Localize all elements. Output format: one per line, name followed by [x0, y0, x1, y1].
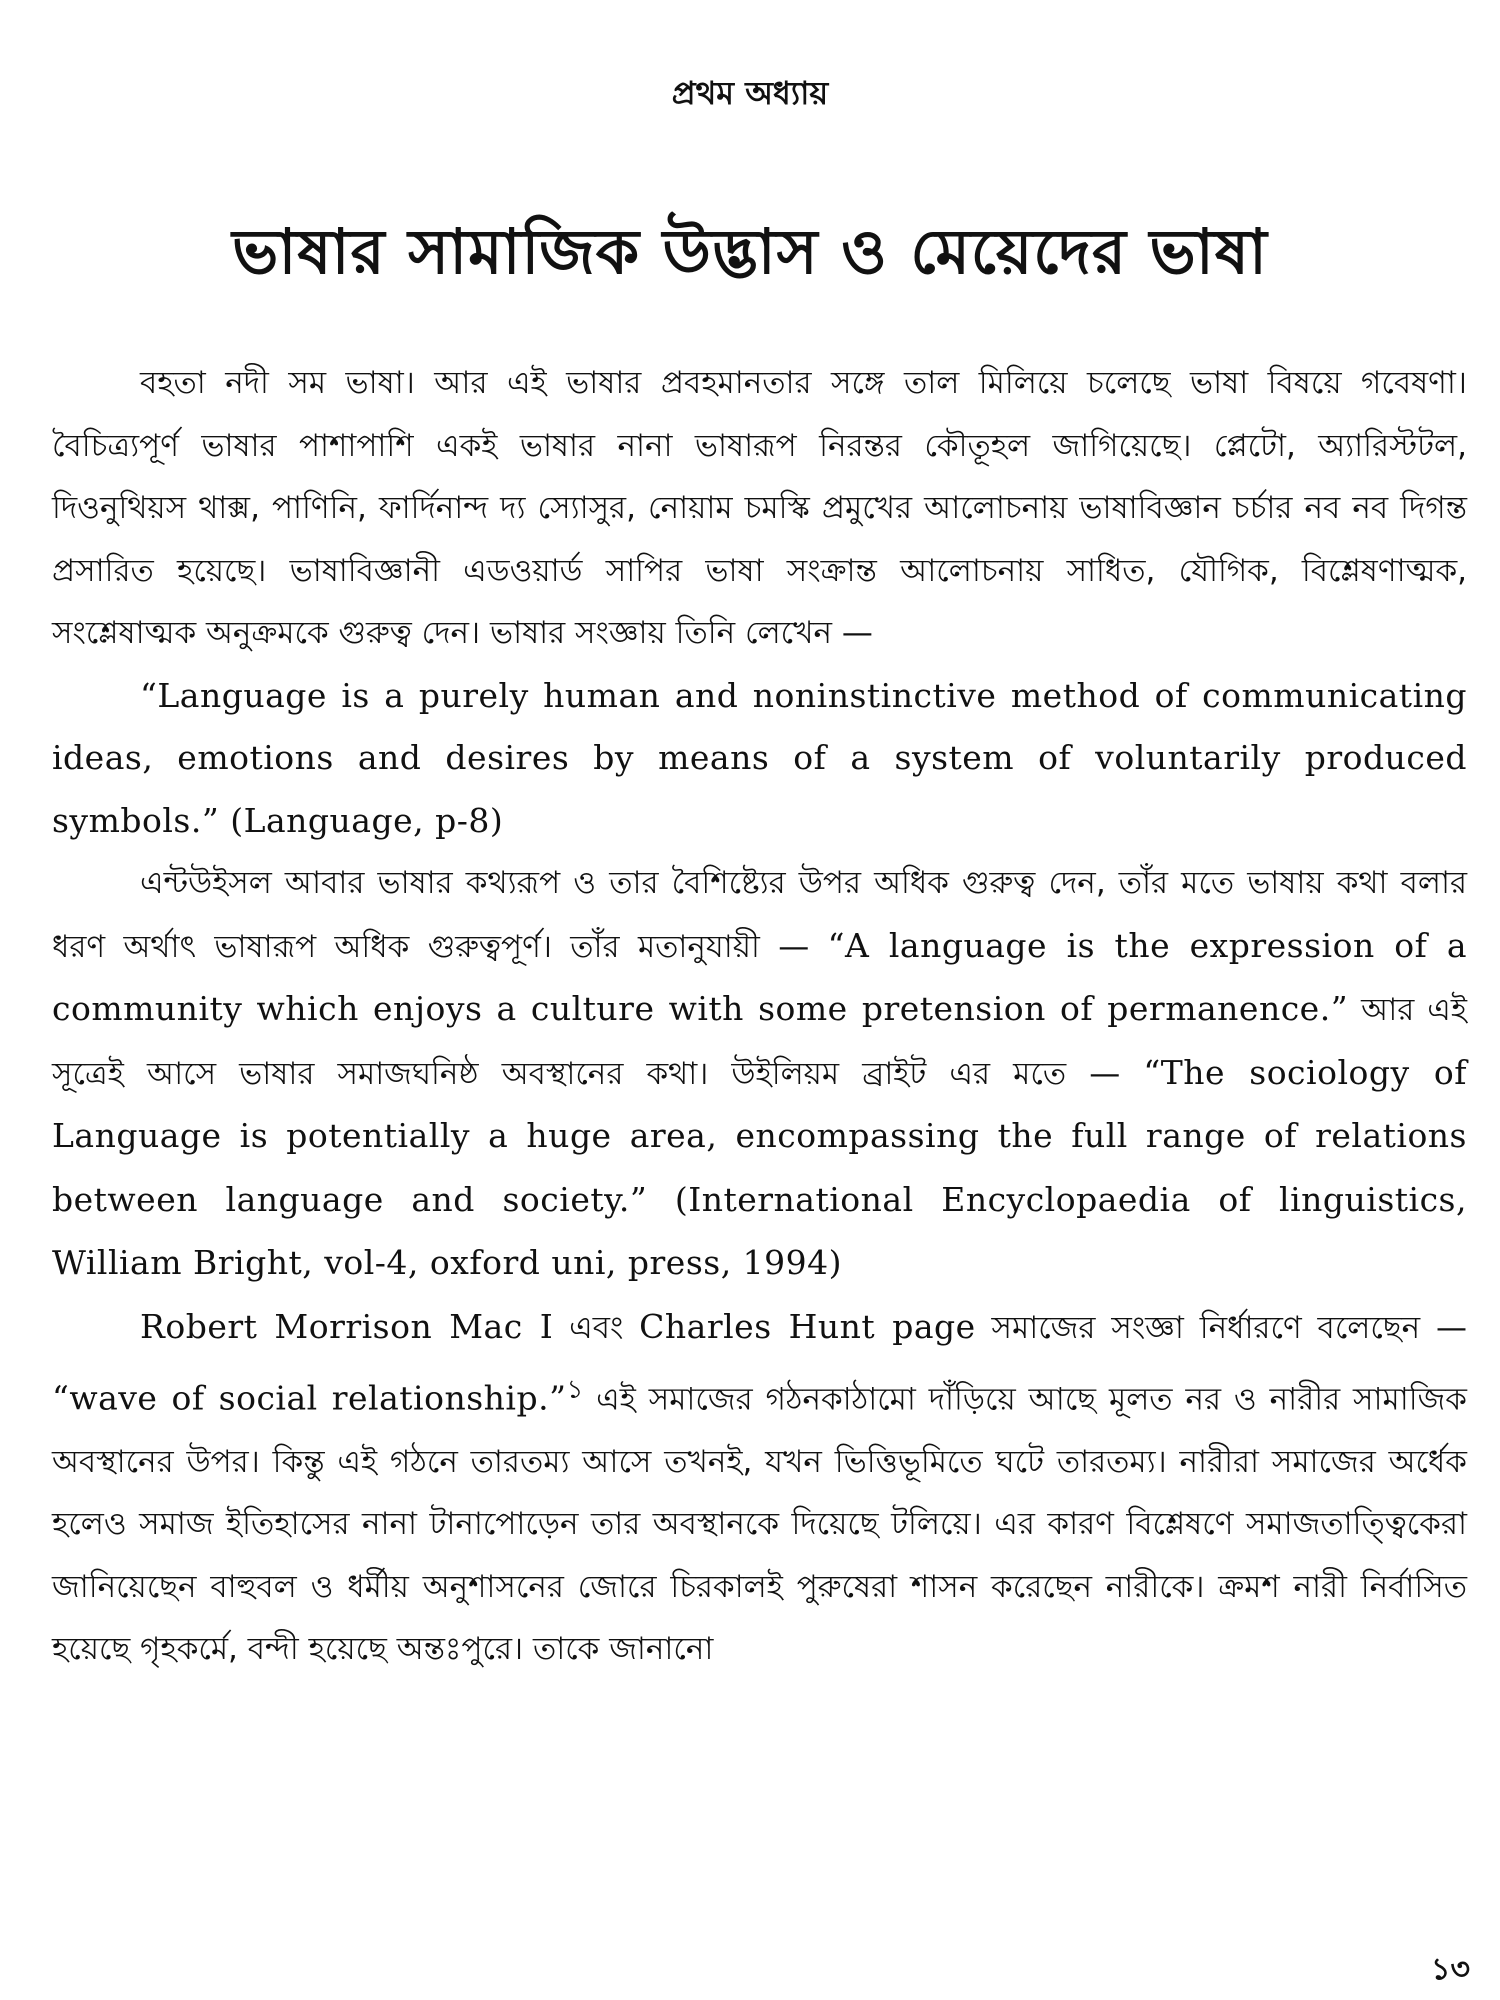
- paragraph-4-conj: এবং: [553, 1309, 640, 1346]
- paragraph-4-author-b: Charles Hunt page: [639, 1306, 976, 1346]
- chapter-label: প্রথম অধ্যায়: [671, 74, 829, 112]
- paragraph-1: বহতা নদী সম ভাষা। আর এই ভাষার প্রবহমানতার সঙ্গে তাল মিলিয়ে চলেছে ভাষা বিষয়ে গবেষণা। বৈচিত্র্যপূর্ণ ভাষার পাশাপাশি একই ভাষার নানা ভাষারূপ নিরন্তর কৌতূহল জাগিয়েছে। প্লেটো, অ্যারিস্টটল, দিওনুথিয়স থাক্স, পাণিনি, ফার্দিনান্দ দ্য স্যোসুর, নোয়াম চমস্কি প্রমুখের আলোচনায় ভাষাবিজ্ঞান চর্চার নব নব দিগন্ত প্রসারিত হয়েছে। ভাষাবিজ্ঞানী এডওয়ার্ড সাপির ভাষা সংক্রান্ত আলোচনায় সাধিত, যৌগিক, বিশ্লেষণাত্মক, সংশ্লেষাত্মক অনুক্রমকে গুরুত্ব দেন। ভাষার সংজ্ঞায় তিনি লেখেন —: [52, 365, 1467, 651]
- paragraph-3-quote-entwistle: “A language is the expression of a community which enjoys a culture with some pretension of permanence.”: [52, 925, 1468, 1028]
- page-number: ১৩: [1431, 1952, 1470, 1987]
- chapter-title: ভাষার সামাজিক উদ্ভাস ও মেয়েদের ভাষা: [232, 215, 1268, 288]
- paragraph-2-quote: “Language is a purely human and noninstinctive method of communicating ideas, emotions and desires by means of a system of voluntarily produced symbols.” (Language, p-8): [52, 675, 1467, 840]
- paragraph-3-text-a: এন্টউইসল আবার ভাষার কথ্যরূপ ও তার বৈশিষ্ট্যের উপর অধিক গুরুত্ব দেন, তাঁর মতে ভাষায় কথা বলার ধরণ অর্থাৎ ভাষারূপ অধিক গুরুত্বপূর্ণ। তাঁর মতানুযায়ী —: [52, 865, 1467, 965]
- paragraph-3-quote-bright: “The sociology of Language is potentially a huge area, encompassing the full range of relations between language and society.” (International Encyclopaedia of linguistics, William Bright, vol-4, oxford uni, press, 1994): [52, 1052, 1467, 1282]
- body-text: [52, 352, 1467, 1681]
- footnote-marker: ১: [566, 1375, 584, 1405]
- paragraph-3: [52, 852, 1467, 1296]
- paragraph-4: [52, 1296, 1467, 1681]
- paragraph-4-author-a: Robert Morrison Mac I: [140, 1306, 554, 1346]
- paragraph-4-text-g: এই সমাজের গঠনকাঠামো দাঁড়িয়ে আছে মূলত নর ও নারীর সামাজিক অবস্থানের উপর। কিন্তু এই গঠনে তারতম্য আসে তখনই, যখন ভিত্তিভূমিতে ঘটে তারতম্য। নারীরা সমাজের অর্ধেক হলেও সমাজ ইতিহাসের নানা টানাপোড়েন তার অবস্থানকে দিয়েছে টলিয়ে। এর কারণ বিশ্লেষণে সমাজতাত্ত্বিকেরা জানিয়েছেন বাহুবল ও ধর্মীয় অনুশাসনের জোরে চিরকালই পুরুষেরা শাসন করেছেন নারীকে। ক্রমশ নারী নির্বাসিত হয়েছে গৃহকর্মে, বন্দী হয়েছে অন্তঃপুরে। তাকে জানানো: [52, 1381, 1467, 1668]
- paragraph-4-quote: “wave of social relationship.”: [52, 1378, 567, 1418]
- paragraph-3-text-c: আর এই সূত্রেই আসে ভাষার সমাজঘনিষ্ঠ অবস্থানের কথা। উইলিয়ম ব্রাইট এর মতে —: [52, 992, 1467, 1092]
- paragraph-4-text-d: সমাজের সংজ্ঞা নির্ধারণে বলেছেন —: [975, 1309, 1467, 1346]
